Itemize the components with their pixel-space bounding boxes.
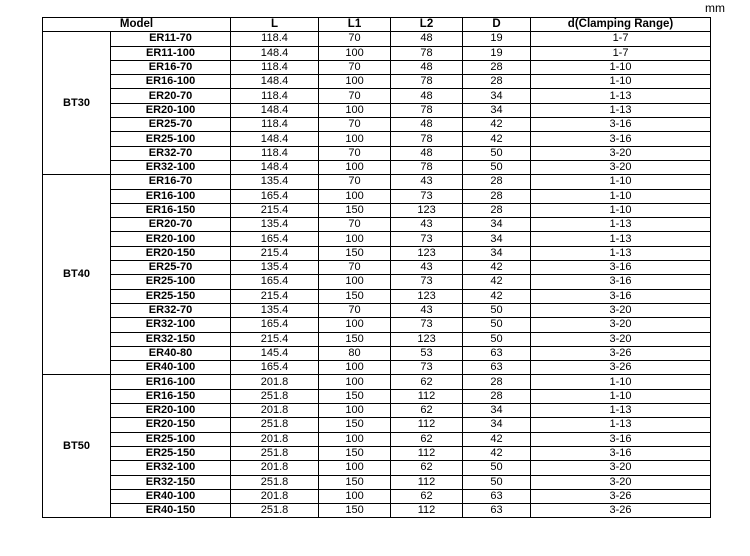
value-cell: 3-26	[531, 346, 711, 360]
value-cell: 34	[463, 404, 531, 418]
value-cell: 100	[319, 375, 391, 389]
value-cell: 63	[463, 346, 531, 360]
value-cell: 3-16	[531, 132, 711, 146]
value-cell: 201.8	[231, 432, 319, 446]
table-row	[43, 218, 711, 232]
value-cell: 3-20	[531, 303, 711, 317]
model-cell: ER25-100	[111, 275, 231, 289]
value-cell: 100	[319, 275, 391, 289]
value-cell: 78	[391, 160, 463, 174]
value-cell: 80	[319, 346, 391, 360]
model-cell: ER25-100	[111, 432, 231, 446]
value-cell: 70	[319, 89, 391, 103]
value-cell: 28	[463, 60, 531, 74]
model-cell: ER32-150	[111, 475, 231, 489]
value-cell: 3-20	[531, 475, 711, 489]
value-cell: 165.4	[231, 318, 319, 332]
value-cell: 3-16	[531, 432, 711, 446]
model-cell: ER11-70	[111, 32, 231, 46]
model-cell: ER32-70	[111, 146, 231, 160]
value-cell: 118.4	[231, 32, 319, 46]
model-cell: ER40-150	[111, 504, 231, 518]
value-cell: 48	[391, 32, 463, 46]
table-row	[43, 504, 711, 518]
value-cell: 165.4	[231, 275, 319, 289]
table-row	[43, 389, 711, 403]
value-cell: 1-7	[531, 32, 711, 46]
value-cell: 251.8	[231, 475, 319, 489]
value-cell: 73	[391, 275, 463, 289]
value-cell: 28	[463, 175, 531, 189]
header-row	[43, 18, 711, 32]
value-cell: 70	[319, 60, 391, 74]
value-cell: 50	[463, 332, 531, 346]
value-cell: 48	[391, 60, 463, 74]
unit-label: mm	[705, 1, 725, 15]
value-cell: 28	[463, 203, 531, 217]
value-cell: 34	[463, 232, 531, 246]
value-cell: 100	[319, 461, 391, 475]
table-row	[43, 475, 711, 489]
series-group-label: BT40	[43, 175, 111, 375]
series-group-label: BT50	[43, 375, 111, 518]
model-cell: ER32-100	[111, 461, 231, 475]
table-row	[43, 461, 711, 475]
value-cell: 42	[463, 118, 531, 132]
table-row	[43, 404, 711, 418]
value-cell: 112	[391, 475, 463, 489]
value-cell: 28	[463, 189, 531, 203]
value-cell: 135.4	[231, 218, 319, 232]
value-cell: 118.4	[231, 60, 319, 74]
value-cell: 148.4	[231, 75, 319, 89]
value-cell: 62	[391, 461, 463, 475]
value-cell: 3-26	[531, 504, 711, 518]
model-cell: ER20-100	[111, 404, 231, 418]
value-cell: 215.4	[231, 246, 319, 260]
header-model: Model	[43, 18, 231, 32]
table-row	[43, 332, 711, 346]
table-row	[43, 75, 711, 89]
model-cell: ER20-150	[111, 246, 231, 260]
value-cell: 100	[319, 132, 391, 146]
value-cell: 100	[319, 160, 391, 174]
value-cell: 70	[319, 175, 391, 189]
value-cell: 201.8	[231, 404, 319, 418]
value-cell: 150	[319, 504, 391, 518]
table-row	[43, 146, 711, 160]
model-cell: ER40-80	[111, 346, 231, 360]
value-cell: 34	[463, 218, 531, 232]
value-cell: 78	[391, 75, 463, 89]
value-cell: 43	[391, 218, 463, 232]
value-cell: 43	[391, 303, 463, 317]
value-cell: 112	[391, 446, 463, 460]
value-cell: 42	[463, 132, 531, 146]
value-cell: 148.4	[231, 46, 319, 60]
model-cell: ER16-150	[111, 389, 231, 403]
value-cell: 100	[319, 232, 391, 246]
value-cell: 100	[319, 361, 391, 375]
table-row	[43, 261, 711, 275]
value-cell: 28	[463, 75, 531, 89]
value-cell: 251.8	[231, 389, 319, 403]
value-cell: 145.4	[231, 346, 319, 360]
value-cell: 135.4	[231, 303, 319, 317]
value-cell: 63	[463, 361, 531, 375]
value-cell: 251.8	[231, 504, 319, 518]
value-cell: 73	[391, 189, 463, 203]
value-cell: 3-20	[531, 146, 711, 160]
value-cell: 3-16	[531, 261, 711, 275]
value-cell: 50	[463, 146, 531, 160]
table-row	[43, 432, 711, 446]
value-cell: 1-13	[531, 418, 711, 432]
model-cell: ER16-100	[111, 375, 231, 389]
value-cell: 70	[319, 146, 391, 160]
value-cell: 251.8	[231, 418, 319, 432]
model-cell: ER20-70	[111, 89, 231, 103]
value-cell: 3-16	[531, 446, 711, 460]
value-cell: 1-10	[531, 175, 711, 189]
table-row	[43, 275, 711, 289]
value-cell: 100	[319, 75, 391, 89]
value-cell: 1-7	[531, 46, 711, 60]
value-cell: 3-16	[531, 118, 711, 132]
value-cell: 100	[319, 318, 391, 332]
table-row	[43, 489, 711, 503]
value-cell: 150	[319, 418, 391, 432]
value-cell: 50	[463, 461, 531, 475]
header-clamping-range: d(Clamping Range)	[531, 18, 711, 32]
value-cell: 34	[463, 418, 531, 432]
value-cell: 118.4	[231, 146, 319, 160]
value-cell: 70	[319, 118, 391, 132]
value-cell: 100	[319, 46, 391, 60]
table-row	[43, 318, 711, 332]
value-cell: 73	[391, 318, 463, 332]
value-cell: 215.4	[231, 332, 319, 346]
model-cell: ER20-100	[111, 232, 231, 246]
value-cell: 34	[463, 89, 531, 103]
table-row	[43, 32, 711, 46]
value-cell: 70	[319, 218, 391, 232]
value-cell: 78	[391, 46, 463, 60]
value-cell: 3-26	[531, 361, 711, 375]
value-cell: 42	[463, 446, 531, 460]
value-cell: 42	[463, 275, 531, 289]
model-cell: ER25-150	[111, 446, 231, 460]
value-cell: 43	[391, 261, 463, 275]
value-cell: 165.4	[231, 232, 319, 246]
model-cell: ER11-100	[111, 46, 231, 60]
value-cell: 62	[391, 432, 463, 446]
table-row	[43, 446, 711, 460]
value-cell: 148.4	[231, 132, 319, 146]
value-cell: 42	[463, 261, 531, 275]
model-cell: ER20-70	[111, 218, 231, 232]
value-cell: 78	[391, 103, 463, 117]
table-row	[43, 118, 711, 132]
value-cell: 1-10	[531, 375, 711, 389]
value-cell: 150	[319, 203, 391, 217]
value-cell: 63	[463, 504, 531, 518]
value-cell: 73	[391, 232, 463, 246]
value-cell: 34	[463, 103, 531, 117]
value-cell: 42	[463, 432, 531, 446]
table-row	[43, 289, 711, 303]
value-cell: 1-10	[531, 203, 711, 217]
table-row	[43, 346, 711, 360]
value-cell: 42	[463, 289, 531, 303]
value-cell: 1-13	[531, 89, 711, 103]
model-cell: ER16-70	[111, 175, 231, 189]
value-cell: 1-10	[531, 389, 711, 403]
value-cell: 165.4	[231, 361, 319, 375]
value-cell: 100	[319, 404, 391, 418]
value-cell: 53	[391, 346, 463, 360]
value-cell: 100	[319, 432, 391, 446]
value-cell: 112	[391, 389, 463, 403]
value-cell: 1-13	[531, 103, 711, 117]
value-cell: 201.8	[231, 375, 319, 389]
value-cell: 50	[463, 160, 531, 174]
value-cell: 78	[391, 132, 463, 146]
table-row	[43, 89, 711, 103]
value-cell: 48	[391, 89, 463, 103]
value-cell: 150	[319, 289, 391, 303]
model-cell: ER25-100	[111, 132, 231, 146]
value-cell: 62	[391, 489, 463, 503]
model-cell: ER32-100	[111, 318, 231, 332]
value-cell: 48	[391, 146, 463, 160]
model-cell: ER32-100	[111, 160, 231, 174]
model-cell: ER32-150	[111, 332, 231, 346]
value-cell: 62	[391, 375, 463, 389]
value-cell: 34	[463, 246, 531, 260]
value-cell: 201.8	[231, 489, 319, 503]
table-body	[43, 32, 711, 518]
value-cell: 28	[463, 389, 531, 403]
value-cell: 215.4	[231, 203, 319, 217]
value-cell: 148.4	[231, 160, 319, 174]
value-cell: 43	[391, 175, 463, 189]
value-cell: 148.4	[231, 103, 319, 117]
value-cell: 150	[319, 446, 391, 460]
value-cell: 70	[319, 303, 391, 317]
value-cell: 135.4	[231, 175, 319, 189]
value-cell: 1-13	[531, 218, 711, 232]
value-cell: 123	[391, 203, 463, 217]
value-cell: 150	[319, 332, 391, 346]
value-cell: 123	[391, 332, 463, 346]
table-row	[43, 361, 711, 375]
value-cell: 3-20	[531, 160, 711, 174]
value-cell: 1-10	[531, 60, 711, 74]
header-L2: L2	[391, 18, 463, 32]
model-cell: ER20-100	[111, 103, 231, 117]
value-cell: 62	[391, 404, 463, 418]
value-cell: 73	[391, 361, 463, 375]
model-cell: ER25-70	[111, 261, 231, 275]
table-row	[43, 246, 711, 260]
value-cell: 165.4	[231, 189, 319, 203]
value-cell: 100	[319, 189, 391, 203]
value-cell: 3-20	[531, 318, 711, 332]
header-L1: L1	[319, 18, 391, 32]
table-row	[43, 175, 711, 189]
value-cell: 3-26	[531, 489, 711, 503]
model-cell: ER40-100	[111, 489, 231, 503]
value-cell: 70	[319, 261, 391, 275]
value-cell: 123	[391, 246, 463, 260]
table-row	[43, 203, 711, 217]
value-cell: 48	[391, 118, 463, 132]
value-cell: 19	[463, 46, 531, 60]
model-cell: ER16-70	[111, 60, 231, 74]
header-D: D	[463, 18, 531, 32]
model-cell: ER20-150	[111, 418, 231, 432]
value-cell: 150	[319, 475, 391, 489]
value-cell: 123	[391, 289, 463, 303]
header-L: L	[231, 18, 319, 32]
series-group-label: BT30	[43, 32, 111, 175]
value-cell: 100	[319, 489, 391, 503]
value-cell: 1-13	[531, 232, 711, 246]
value-cell: 19	[463, 32, 531, 46]
table-row	[43, 60, 711, 74]
value-cell: 1-13	[531, 246, 711, 260]
model-cell: ER40-100	[111, 361, 231, 375]
value-cell: 135.4	[231, 261, 319, 275]
table-row	[43, 189, 711, 203]
table-row	[43, 46, 711, 60]
value-cell: 118.4	[231, 89, 319, 103]
model-cell: ER32-70	[111, 303, 231, 317]
value-cell: 112	[391, 504, 463, 518]
value-cell: 1-10	[531, 189, 711, 203]
value-cell: 251.8	[231, 446, 319, 460]
value-cell: 201.8	[231, 461, 319, 475]
model-cell: ER25-70	[111, 118, 231, 132]
model-cell: ER16-150	[111, 203, 231, 217]
value-cell: 1-10	[531, 75, 711, 89]
value-cell: 3-16	[531, 289, 711, 303]
dimension-spec-table	[42, 17, 711, 518]
value-cell: 3-16	[531, 275, 711, 289]
value-cell: 100	[319, 103, 391, 117]
value-cell: 1-13	[531, 404, 711, 418]
value-cell: 63	[463, 489, 531, 503]
model-cell: ER25-150	[111, 289, 231, 303]
value-cell: 150	[319, 389, 391, 403]
value-cell: 3-20	[531, 461, 711, 475]
value-cell: 50	[463, 303, 531, 317]
value-cell: 70	[319, 32, 391, 46]
value-cell: 28	[463, 375, 531, 389]
table-row	[43, 132, 711, 146]
model-cell: ER16-100	[111, 189, 231, 203]
value-cell: 215.4	[231, 289, 319, 303]
table-row	[43, 232, 711, 246]
value-cell: 118.4	[231, 118, 319, 132]
table-row	[43, 103, 711, 117]
table-row	[43, 160, 711, 174]
table-row	[43, 303, 711, 317]
value-cell: 150	[319, 246, 391, 260]
table-row	[43, 375, 711, 389]
table-row	[43, 418, 711, 432]
model-cell: ER16-100	[111, 75, 231, 89]
value-cell: 50	[463, 475, 531, 489]
value-cell: 3-20	[531, 332, 711, 346]
value-cell: 112	[391, 418, 463, 432]
value-cell: 50	[463, 318, 531, 332]
